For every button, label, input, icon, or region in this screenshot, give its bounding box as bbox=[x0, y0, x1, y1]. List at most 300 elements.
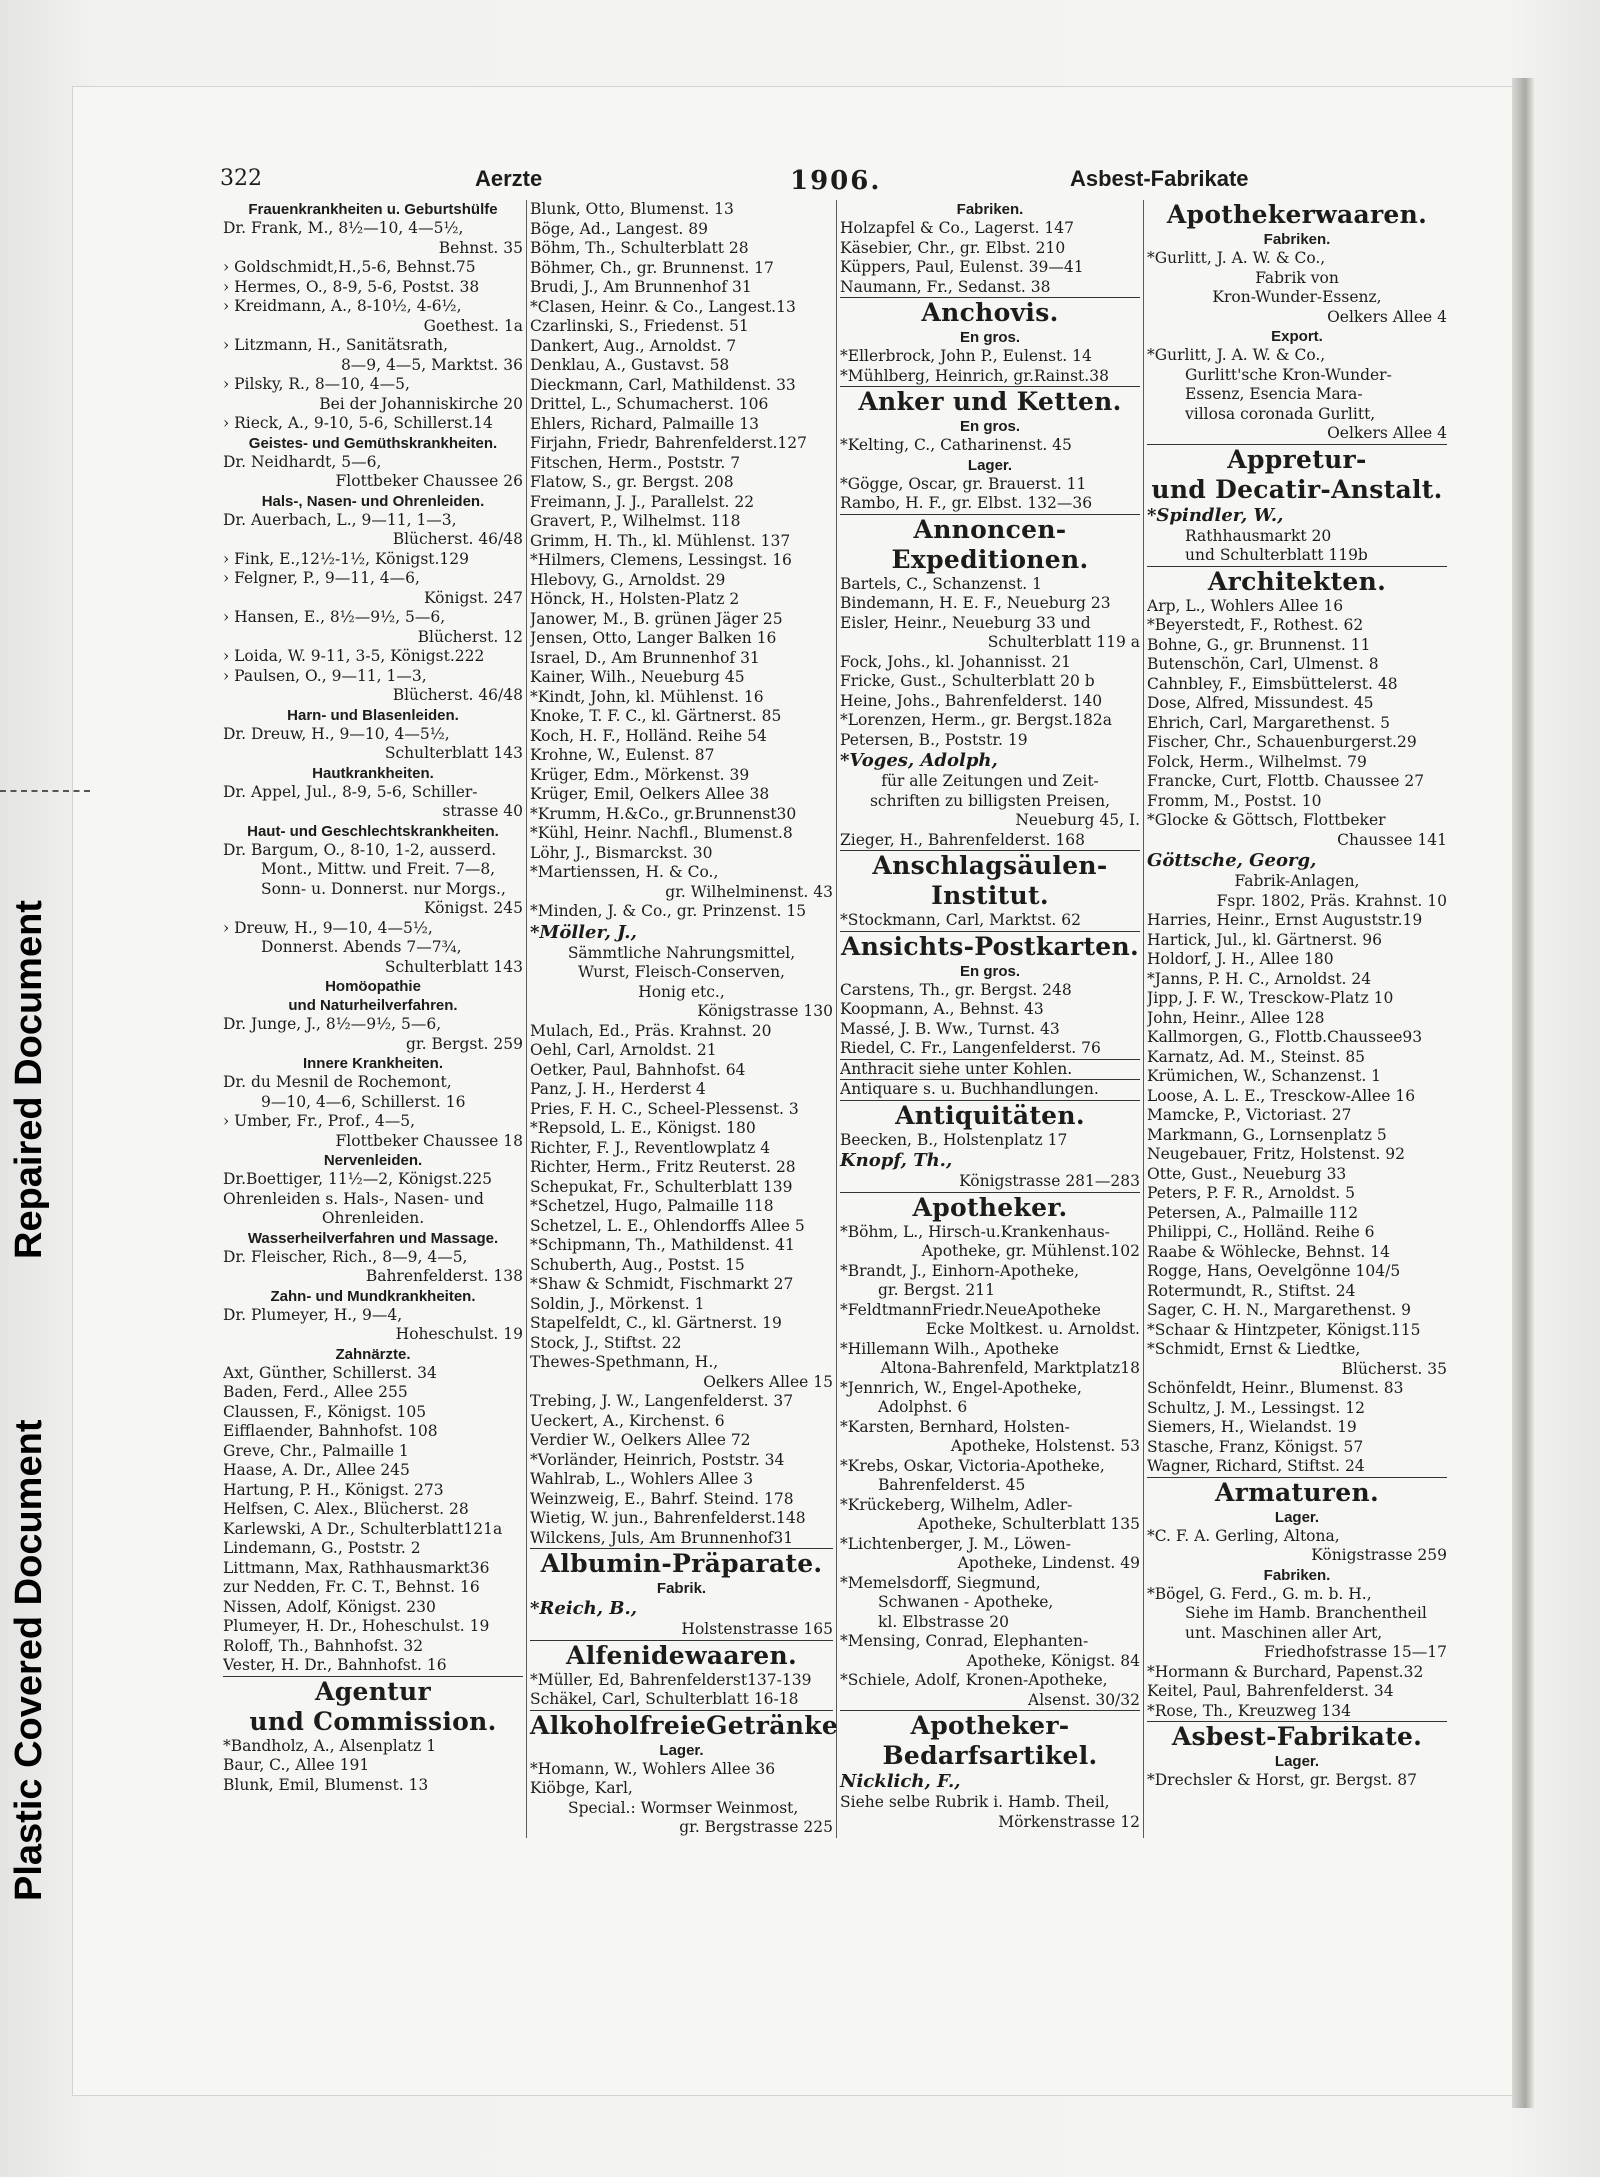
directory-line: Königstrasse 281—283 bbox=[840, 1172, 1140, 1193]
directory-line: Sämmtliche Nahrungsmittel, bbox=[567, 943, 796, 962]
directory-line: Karnatz, Ad. M., Steinst. 85 bbox=[1147, 1047, 1366, 1066]
section-heading: Agentur bbox=[315, 1676, 431, 1706]
directory-line: *Brandt, J., Einhorn-Apotheke, bbox=[840, 1261, 1080, 1280]
directory-line: Petersen, A., Palmaille 112 bbox=[1147, 1203, 1359, 1222]
directory-line: *Hillemann Wilh., Apotheke bbox=[840, 1339, 1059, 1358]
directory-line: *Minden, J. & Co., gr. Prinzenst. 15 bbox=[530, 902, 807, 920]
directory-line: Böge, Ad., Langest. 89 bbox=[530, 219, 708, 238]
directory-line: Keitel, Paul, Bahrenfelderst. 34 bbox=[1147, 1682, 1394, 1700]
directory-line: Knoke, T. F. C., kl. Gärtnerst. 85 bbox=[530, 707, 782, 725]
directory-line: Fitschen, Herm., Poststr. 7 bbox=[530, 453, 741, 472]
directory-line: Siehe im Hamb. Branchentheil bbox=[1185, 1604, 1427, 1622]
subsection-heading: Frauenkrankheiten u. Geburtshülfe bbox=[248, 201, 498, 218]
directory-line: *Karsten, Bernhard, Holsten- bbox=[840, 1417, 1070, 1436]
directory-line: Donnerst. Abends 7—7¾, bbox=[261, 938, 462, 956]
directory-line: gr. Bergst. 211 bbox=[878, 1281, 995, 1299]
directory-line: Gurlitt'sche Kron-Wunder- bbox=[1185, 365, 1392, 384]
directory-line: Czarlinski, S., Friedenst. 51 bbox=[530, 317, 749, 335]
directory-line: Küppers, Paul, Eulenst. 39—41 bbox=[840, 258, 1084, 276]
directory-line: Schuberth, Aug., Postst. 15 bbox=[530, 1255, 745, 1274]
subsection-heading: En gros. bbox=[959, 418, 1020, 435]
subsection-heading: Lager. bbox=[659, 1741, 704, 1759]
directory-line: Littmann, Max, Rathhausmarkt36 bbox=[223, 1558, 490, 1577]
featured-entry: Göttsche, Georg, bbox=[1147, 850, 1317, 871]
directory-line: Philippi, C., Holländ. Reihe 6 bbox=[1147, 1223, 1375, 1241]
directory-line: Königstrasse 130 bbox=[697, 1002, 833, 1020]
column-2 bbox=[527, 200, 837, 1838]
directory-line: *Repsold, L. E., Königst. 180 bbox=[530, 1119, 756, 1137]
directory-line: Jipp, J. F. W., Tresckow-Platz 10 bbox=[1147, 989, 1394, 1007]
directory-line: Goethest. 1a bbox=[423, 316, 523, 335]
directory-line: Königst. 245 bbox=[424, 899, 523, 917]
directory-line: Jensen, Otto, Langer Balken 16 bbox=[530, 629, 777, 647]
directory-line: Helfsen, C. Alex., Blücherst. 28 bbox=[223, 1500, 469, 1518]
directory-line: Pries, F. H. C., Scheel-Plessenst. 3 bbox=[530, 1099, 799, 1118]
directory-line: Holstenstrasse 165 bbox=[530, 1620, 833, 1641]
directory-line: *Bandholz, A., Alsenplatz 1 bbox=[223, 1736, 437, 1755]
directory-line: Richter, F. J., Reventlowplatz 4 bbox=[530, 1138, 771, 1157]
directory-line: Neueburg 45, I. bbox=[1015, 811, 1140, 829]
subsection-heading: Hautkrankheiten. bbox=[312, 764, 434, 782]
directory-line: Denklau, A., Gustavst. 58 bbox=[530, 356, 730, 374]
directory-line: Holzapfel & Co., Lagerst. 147 bbox=[840, 219, 1075, 237]
directory-line: Hlebovy, G., Arnoldst. 29 bbox=[530, 570, 726, 589]
directory-line: Apotheke, Schulterblatt 135 bbox=[917, 1515, 1140, 1533]
directory-line: Kron-Wunder-Essenz, bbox=[1212, 288, 1382, 306]
directory-line: Schwanen - Apotheke, bbox=[878, 1593, 1054, 1611]
directory-line: › Hermes, O., 8-9, 5-6, Postst. 38 bbox=[223, 277, 480, 296]
directory-line: Dr. Appel, Jul., 8-9, 5-6, Schiller- bbox=[223, 782, 478, 801]
directory-line: Böhm, Th., Schulterblatt 28 bbox=[530, 239, 749, 257]
directory-line: Essenz, Esencia Mara- bbox=[1185, 385, 1363, 403]
directory-line: Weinzweig, E., Bahrf. Steind. 178 bbox=[530, 1489, 794, 1508]
subsection-heading: Harn- und Blasenleiden. bbox=[287, 706, 459, 724]
directory-line: Fricke, Gust., Schulterblatt 20 b bbox=[840, 672, 1095, 690]
directory-line: *Lichtenberger, J. M., Löwen- bbox=[840, 1534, 1072, 1553]
subsection-heading: und Naturheilverfahren. bbox=[288, 997, 458, 1014]
directory-line: Dankert, Aug., Arnoldst. 7 bbox=[530, 336, 737, 355]
directory-line: *Krückeberg, Wilhelm, Adler- bbox=[840, 1495, 1073, 1514]
directory-line: Eisler, Heinr., Neueburg 33 und bbox=[840, 613, 1091, 632]
section-heading: Apotheker. bbox=[912, 1192, 1068, 1222]
directory-line: unt. Maschinen aller Art, bbox=[1185, 1623, 1383, 1642]
directory-line: Bahrenfelderst. 138 bbox=[365, 1267, 523, 1285]
section-heading: und Decatir-Anstalt. bbox=[1151, 474, 1443, 504]
directory-line: Oehl, Carl, Arnoldst. 21 bbox=[530, 1041, 717, 1059]
directory-line: Haase, A. Dr., Allee 245 bbox=[223, 1461, 410, 1479]
directory-line: Ehlers, Richard, Palmaille 13 bbox=[530, 414, 759, 433]
directory-line: Special.: Wormser Weinmost, bbox=[568, 1798, 799, 1817]
directory-line: Wilckens, Juls, Am Brunnenhof31 bbox=[530, 1529, 833, 1550]
directory-line: *Homann, W., Wohlers Allee 36 bbox=[530, 1759, 776, 1778]
subsection-heading: Hals-, Nasen- und Ohrenleiden. bbox=[261, 492, 485, 510]
subsection-heading: Fabrik. bbox=[656, 1580, 707, 1597]
directory-line: Flottbeker Chaussee 18 bbox=[335, 1131, 523, 1150]
directory-line: Blunk, Emil, Blumenst. 13 bbox=[223, 1775, 429, 1794]
directory-line: *Martienssen, H. & Co., bbox=[530, 863, 719, 881]
directory-line: *Kelting, C., Catharinenst. 45 bbox=[840, 436, 1072, 454]
directory-line: Sonn- u. Donnerst. nur Morgs., bbox=[261, 879, 506, 898]
directory-line: Blücherst. 46/48 bbox=[392, 686, 523, 704]
directory-line: Dieckmann, Carl, Mathildenst. 33 bbox=[530, 375, 796, 394]
directory-line: Fischer, Chr., Schauenburgerst.29 bbox=[1147, 733, 1417, 751]
section-heading: und Commission. bbox=[249, 1706, 497, 1736]
section-heading: Asbest-Fabrikate. bbox=[1171, 1722, 1423, 1751]
section-heading: Apotheker- bbox=[910, 1711, 1070, 1740]
directory-line: villosa coronada Gurlitt, bbox=[1185, 404, 1376, 423]
directory-line: Ohrenleiden s. Hals-, Nasen- und bbox=[223, 1189, 484, 1208]
directory-line: Sager, C. H. N., Margarethenst. 9 bbox=[1147, 1301, 1411, 1319]
directory-line: Freimann, J. J., Parallelst. 22 bbox=[530, 492, 755, 511]
section-heading: Ansichts-Postkarten. bbox=[841, 931, 1139, 961]
directory-line: Kallmorgen, G., Flottb.Chaussee93 bbox=[1147, 1028, 1423, 1046]
directory-line: Axt, Günther, Schillerst. 34 bbox=[223, 1363, 437, 1382]
directory-line: *Gögge, Oscar, gr. Brauerst. 11 bbox=[840, 474, 1087, 493]
column-4 bbox=[1144, 200, 1450, 1838]
subsection-heading: Innere Krankheiten. bbox=[302, 1055, 444, 1072]
directory-line: Richter, Herm., Fritz Reuterst. 28 bbox=[530, 1158, 796, 1176]
directory-line: Lindemann, G., Poststr. 2 bbox=[223, 1539, 421, 1557]
directory-line: Apotheke, gr. Mühlenst.102 bbox=[921, 1242, 1140, 1260]
directory-line: Oetker, Paul, Bahnhofst. 64 bbox=[530, 1060, 746, 1079]
directory-line: Markmann, G., Lornsenplatz 5 bbox=[1147, 1125, 1387, 1144]
directory-line: › Litzmann, H., Sanitätsrath, bbox=[223, 336, 449, 354]
directory-line: Verdier W., Oelkers Allee 72 bbox=[530, 1431, 751, 1449]
directory-line: Naumann, Fr., Sedanst. 38 bbox=[840, 278, 1140, 299]
directory-line: Stapelfeldt, C., kl. Gärtnerst. 19 bbox=[530, 1314, 782, 1332]
directory-line: Riedel, C. Fr., Langenfelderst. 76 bbox=[840, 1039, 1140, 1060]
directory-line: Ehrich, Carl, Margarethenst. 5 bbox=[1147, 713, 1391, 732]
directory-line: Rotermundt, R., Stiftst. 24 bbox=[1147, 1281, 1356, 1300]
directory-line: Fabrik-Anlagen, bbox=[1234, 872, 1360, 890]
directory-line: *Mensing, Conrad, Elephanten- bbox=[840, 1632, 1089, 1650]
directory-line: Wagner, Richard, Stiftst. 24 bbox=[1147, 1457, 1447, 1478]
directory-line: *Stockmann, Carl, Marktst. 62 bbox=[840, 911, 1140, 932]
section-heading: Appretur- bbox=[1227, 444, 1367, 474]
directory-line: *C. F. A. Gerling, Altona, bbox=[1147, 1526, 1340, 1545]
directory-line: Gravert, P., Wilhelmst. 118 bbox=[530, 512, 741, 530]
directory-line: Dr. Frank, M., 8½—10, 4—5½, bbox=[223, 219, 464, 237]
directory-line: Baur, C., Allee 191 bbox=[223, 1756, 370, 1774]
directory-line: Heine, Johs., Bahrenfelderst. 140 bbox=[840, 691, 1103, 710]
directory-line: Neugebauer, Fritz, Holstenst. 92 bbox=[1147, 1145, 1405, 1163]
subsection-heading: Lager. bbox=[1274, 1753, 1320, 1770]
subsection-heading: Geistes- und Gemüthskrankheiten. bbox=[248, 434, 498, 452]
directory-line: Schulterblatt 143 bbox=[384, 744, 523, 762]
featured-entry: Knopf, Th., bbox=[840, 1150, 953, 1171]
directory-line: und Schulterblatt 119b bbox=[1147, 546, 1447, 567]
directory-line: Plumeyer, H. Dr., Hoheschulst. 19 bbox=[223, 1617, 490, 1635]
side-labels bbox=[0, 760, 70, 1940]
directory-line: Dr. du Mesnil de Rochemont, bbox=[223, 1073, 452, 1091]
directory-line: Dr. Junge, J., 8½—9½, 5—6, bbox=[223, 1015, 442, 1033]
directory-line: Schepukat, Fr., Schulterblatt 139 bbox=[530, 1177, 793, 1196]
section-heading: Expeditionen. bbox=[891, 544, 1089, 574]
directory-line: Apotheke, Königst. 84 bbox=[966, 1651, 1140, 1670]
directory-line: Siemers, H., Wielandst. 19 bbox=[1147, 1418, 1357, 1436]
directory-line: *Schipmann, Th., Mathildenst. 41 bbox=[530, 1236, 795, 1254]
subsection-heading: Haut- und Geschlechtskrankheiten. bbox=[247, 822, 499, 840]
subsection-heading: Zahn- und Mundkrankheiten. bbox=[270, 1287, 476, 1305]
directory-line: Chaussee 141 bbox=[1337, 830, 1447, 849]
subsection-heading: Wasserheilverfahren und Massage. bbox=[247, 1229, 499, 1247]
directory-line: Dr. Dreuw, H., 9—10, 4—5½, bbox=[223, 724, 450, 743]
directory-line: *Rose, Th., Kreuzweg 134 bbox=[1147, 1702, 1447, 1723]
directory-line: Hoheschulst. 19 bbox=[395, 1325, 523, 1343]
featured-entry: Nicklich, F., bbox=[840, 1771, 961, 1792]
directory-line: Antiquare s. u. Buchhandlungen. bbox=[840, 1080, 1140, 1101]
section-heading: Architekten. bbox=[1207, 566, 1387, 596]
directory-line: *Lorenzen, Herm., gr. Bergst.182a bbox=[840, 711, 1113, 729]
directory-line: Käsebier, Chr., gr. Elbst. 210 bbox=[840, 238, 1066, 257]
directory-line: *Memelsdorff, Siegmund, bbox=[840, 1573, 1041, 1592]
directory-line: Drittel, L., Schumacherst. 106 bbox=[530, 395, 769, 413]
directory-line: *Beyerstedt, F., Rothest. 62 bbox=[1147, 616, 1364, 634]
directory-line: Koopmann, A., Behnst. 43 bbox=[840, 1000, 1044, 1018]
column-3 bbox=[837, 200, 1144, 1838]
directory-line: Nissen, Adolf, Königst. 230 bbox=[223, 1597, 436, 1616]
directory-line: Löhr, J., Bismarckst. 30 bbox=[530, 843, 713, 862]
directory-line: *Krebs, Oskar, Victoria-Apotheke, bbox=[840, 1456, 1105, 1475]
directory-line: Massé, J. B. Ww., Turnst. 43 bbox=[840, 1019, 1060, 1038]
subsection-heading: Homöopathie bbox=[325, 978, 421, 995]
directory-line: Dose, Alfred, Missundest. 45 bbox=[1147, 694, 1374, 712]
directory-line: Karlewski, A Dr., Schulterblatt121a bbox=[223, 1519, 503, 1538]
directory-line: Krohne, W., Eulenst. 87 bbox=[530, 746, 715, 764]
directory-line: *Krumm, H.&Co., gr.Brunnenst30 bbox=[530, 804, 797, 823]
featured-entry: *Möller, J., bbox=[530, 921, 637, 943]
directory-line: Fromm, M., Postst. 10 bbox=[1147, 791, 1322, 810]
directory-line: › Hansen, E., 8½—9½, 5—6, bbox=[223, 608, 446, 626]
directory-line: Holdorf, J. H., Allee 180 bbox=[1147, 950, 1334, 968]
directory-line: Altona-Bahrenfeld, Marktplatz18 bbox=[880, 1359, 1140, 1377]
directory-line: Blücherst. 12 bbox=[417, 627, 523, 646]
directory-line: Bohne, G., gr. Brunnenst. 11 bbox=[1147, 635, 1371, 654]
column-1 bbox=[220, 200, 527, 1838]
directory-line: Böhmer, Ch., gr. Brunnenst. 17 bbox=[530, 258, 774, 277]
directory-line: *Kühl, Heinr. Nachfl., Blumenst.8 bbox=[530, 824, 793, 842]
section-heading: Alfenidewaaren. bbox=[566, 1640, 797, 1670]
directory-line: *Vorländer, Heinrich, Poststr. 34 bbox=[530, 1450, 785, 1469]
directory-line: *Hilmers, Clemens, Lessingst. 16 bbox=[530, 551, 792, 569]
directory-line: Schäkel, Carl, Schulterblatt 16-18 bbox=[530, 1690, 833, 1711]
directory-line: Schulterblatt 119 a bbox=[987, 633, 1140, 651]
subsection-heading: Lager. bbox=[1274, 1508, 1320, 1526]
subsection-heading: En gros. bbox=[959, 329, 1020, 346]
directory-line: Mont., Mittw. und Freit. 7—8, bbox=[261, 860, 496, 878]
directory-line: *Clasen, Heinr. & Co., Langest.13 bbox=[530, 297, 796, 316]
directory-line: Dr. Bargum, O., 8-10, 1-2, ausserd. bbox=[223, 840, 497, 859]
directory-line: *Schiele, Adolf, Kronen-Apotheke, bbox=[840, 1671, 1108, 1689]
directory-line: Apotheke, Holstenst. 53 bbox=[950, 1437, 1140, 1455]
directory-line: Brudi, J., Am Brunnenhof 31 bbox=[530, 278, 752, 296]
header-left-keyword: Aerzte bbox=[475, 166, 543, 191]
directory-line: John, Heinr., Allee 128 bbox=[1147, 1008, 1325, 1027]
directory-line: Petersen, B., Poststr. 19 bbox=[840, 730, 1028, 749]
directory-line: Israel, D., Am Brunnenhof 31 bbox=[530, 648, 760, 667]
section-heading: Anchovis. bbox=[921, 298, 1059, 327]
directory-line: Fspr. 1802, Präs. Krahnst. 10 bbox=[1216, 891, 1447, 910]
repaired-document-label: Repaired Document bbox=[8, 900, 50, 1260]
directory-line: Trebing, J. W., Langenfelderst. 37 bbox=[530, 1392, 794, 1410]
section-heading: Antiquitäten. bbox=[895, 1100, 1085, 1130]
subsection-heading: Nervenleiden. bbox=[323, 1152, 423, 1169]
directory-line: Carstens, Th., gr. Bergst. 248 bbox=[840, 980, 1072, 999]
directory-line: Krüger, Edm., Mörkenst. 39 bbox=[530, 765, 750, 784]
directory-line: Dr.Boettiger, 11½—2, Königst.225 bbox=[223, 1170, 493, 1188]
header-right-keyword: Asbest-Fabrikate bbox=[1070, 166, 1249, 191]
directory-line: › Fink, E.,12½-1½, Königst.129 bbox=[223, 549, 470, 568]
directory-line: Baden, Ferd., Allee 255 bbox=[223, 1383, 408, 1401]
directory-line: Firjahn, Friedr, Bahrenfelderst.127 bbox=[530, 434, 808, 452]
featured-entry: *Voges, Adolph, bbox=[840, 750, 998, 771]
page-edge bbox=[1512, 78, 1534, 2108]
directory-line: Königst. 247 bbox=[424, 588, 523, 607]
directory-line: Flottbeker Chaussee 26 bbox=[335, 472, 523, 490]
directory-line: Flatow, S., gr. Bergst. 208 bbox=[530, 473, 734, 491]
directory-line: *FeldtmannFriedr.NeueApotheke bbox=[840, 1300, 1101, 1319]
directory-line: strasse 40 bbox=[442, 802, 523, 820]
directory-line: Schönfeldt, Heinr., Blumenst. 83 bbox=[1147, 1379, 1404, 1397]
directory-line: Krüger, Emil, Oelkers Allee 38 bbox=[530, 785, 770, 803]
directory-line: Ueckert, A., Kirchenst. 6 bbox=[530, 1411, 725, 1430]
directory-line: Stock, J., Stiftst. 22 bbox=[530, 1333, 682, 1352]
directory-line: *Ellerbrock, John P., Eulenst. 14 bbox=[840, 347, 1092, 365]
featured-entry: *Spindler, W., bbox=[1147, 504, 1284, 526]
directory-line: Rathhausmarkt 20 bbox=[1185, 526, 1332, 545]
directory-line: Cahnbley, F., Eimsbüttelerst. 48 bbox=[1147, 674, 1398, 693]
directory-line: Schulterblatt 143 bbox=[384, 957, 523, 976]
directory-line: *Hormann & Burchard, Papenst.32 bbox=[1147, 1662, 1424, 1681]
directory-line: Eifflaender, Bahnhofst. 108 bbox=[223, 1422, 438, 1440]
directory-line: Dr. Auerbach, L., 9—11, 1—3, bbox=[223, 510, 457, 529]
directory-line: Ecke Moltkest. u. Arnoldst. bbox=[925, 1320, 1140, 1338]
directory-line: Peters, P. F. R., Arnoldst. 5 bbox=[1147, 1184, 1356, 1202]
directory-line: Blunk, Otto, Blumenst. 13 bbox=[530, 200, 734, 218]
directory-line: Rogge, Hans, Oevelgönne 104/5 bbox=[1147, 1262, 1401, 1280]
directory-line: › Dreuw, H., 9—10, 4—5½, bbox=[223, 918, 433, 937]
directory-line: Zieger, H., Bahrenfelderst. 168 bbox=[840, 831, 1140, 852]
directory-line: › Kreidmann, A., 8-10½, 4-6½, bbox=[223, 297, 462, 315]
directory-line: › Felgner, P., 9—11, 4—6, bbox=[223, 569, 420, 587]
section-heading: Anker und Ketten. bbox=[858, 387, 1122, 416]
directory-line: Koch, H. F., Holländ. Reihe 54 bbox=[530, 726, 767, 745]
directory-line: Folck, Herm., Wilhelmst. 79 bbox=[1147, 752, 1367, 771]
subsection-heading: Fabriken. bbox=[1263, 1566, 1331, 1584]
directory-line: Wurst, Fleisch-Conserven, bbox=[578, 963, 785, 981]
directory-line: › Loida, W. 9-11, 3-5, Königst.222 bbox=[223, 647, 485, 665]
plastic-covered-document-label: Plastic Covered Document bbox=[8, 1419, 50, 1901]
directory-line: Anthracit siehe unter Kohlen. bbox=[840, 1060, 1140, 1081]
directory-line: Königstrasse 259 bbox=[1311, 1546, 1447, 1564]
directory-line: 9—10, 4—6, Schillerst. 16 bbox=[261, 1092, 466, 1111]
directory-line: Adolphst. 6 bbox=[878, 1398, 968, 1416]
directory-line: kl. Elbstrasse 20 bbox=[878, 1612, 1009, 1631]
section-heading: Anschlagsäulen- bbox=[872, 851, 1108, 880]
directory-line: Dr. Fleischer, Rich., 8—9, 4—5, bbox=[223, 1247, 468, 1266]
directory-line: Vester, H. Dr., Bahnhofst. 16 bbox=[223, 1656, 523, 1677]
directory-line: *Janns, P. H. C., Arnoldst. 24 bbox=[1147, 969, 1372, 988]
directory-line: › Goldschmidt,H.,5-6, Behnst.75 bbox=[223, 258, 476, 276]
directory-line: *Gurlitt, J. A. W. & Co., bbox=[1147, 249, 1326, 267]
directory-line: *Müller, Ed, Bahrenfelderst137-139 bbox=[530, 1670, 812, 1689]
directory-line: Ohrenleiden. bbox=[321, 1209, 425, 1227]
directory-line: Hönck, H., Holsten-Platz 2 bbox=[530, 590, 740, 608]
directory-line: Kiöbge, Karl, bbox=[530, 1779, 633, 1797]
featured-entry: *Reich, B., bbox=[530, 1598, 637, 1619]
subsection-heading: Lager. bbox=[967, 456, 1013, 474]
directory-line: Wahlrab, L., Wohlers Allee 3 bbox=[530, 1470, 754, 1488]
directory-line: Soldin, J., Mörkenst. 1 bbox=[530, 1294, 705, 1313]
directory-line: Behnst. 35 bbox=[438, 238, 523, 257]
running-header bbox=[220, 166, 1460, 196]
subsection-heading: Zahnärzte. bbox=[335, 1345, 411, 1363]
directory-line: Dr. Plumeyer, H., 9—4, bbox=[223, 1305, 403, 1324]
section-heading: AlkoholfreieGetränke bbox=[530, 1710, 839, 1740]
directory-line: Raabe & Wöhlecke, Behnst. 14 bbox=[1147, 1242, 1390, 1261]
directory-line: Oelkers Allee 4 bbox=[1147, 424, 1447, 445]
directory-line: *Schaar & Hintzpeter, Königst.115 bbox=[1147, 1320, 1421, 1339]
directory-line: Honig etc., bbox=[638, 982, 725, 1001]
page-number: 322 bbox=[220, 166, 262, 191]
directory-line: Bindemann, H. E. F., Neueburg 23 bbox=[840, 594, 1111, 612]
directory-line: schriften zu billigsten Preisen, bbox=[869, 791, 1111, 810]
section-heading: Armaturen. bbox=[1215, 1477, 1379, 1507]
directory-line: Roloff, Th., Bahnhofst. 32 bbox=[223, 1636, 424, 1655]
directory-line: Krümichen, W., Schanzenst. 1 bbox=[1147, 1067, 1382, 1085]
directory-line: Schultz, J. M., Lessingst. 12 bbox=[1147, 1398, 1365, 1417]
subsection-heading: Fabriken. bbox=[1263, 231, 1331, 248]
section-heading: Bedarfsartikel. bbox=[882, 1741, 1098, 1770]
section-heading: Annoncen- bbox=[913, 514, 1067, 544]
directory-line: Wietig, W. jun., Bahrenfelderst.148 bbox=[530, 1509, 806, 1527]
directory-line: 8—9, 4—5, Marktst. 36 bbox=[340, 355, 523, 374]
header-year: 1906. bbox=[790, 166, 882, 196]
directory-line: *Shaw & Schmidt, Fischmarkt 27 bbox=[530, 1275, 794, 1293]
directory-line: gr. Bergst. 259 bbox=[406, 1034, 523, 1053]
directory-line: gr. Bergstrasse 225 bbox=[679, 1818, 833, 1836]
directory-columns bbox=[220, 200, 1450, 1838]
directory-line: Claussen, F., Königst. 105 bbox=[223, 1402, 427, 1421]
directory-line: *Glocke & Göttsch, Flottbeker bbox=[1147, 811, 1386, 829]
directory-line: *Jennrich, W., Engel-Apotheke, bbox=[840, 1378, 1082, 1397]
directory-line: *Kindt, John, kl. Mühlenst. 16 bbox=[530, 687, 764, 706]
subsection-heading: Export. bbox=[1271, 328, 1323, 345]
directory-line: › Rieck, A., 9-10, 5-6, Schillerst.14 bbox=[223, 414, 493, 432]
directory-line: *Schmidt, Ernst & Liedtke, bbox=[1147, 1340, 1361, 1358]
directory-line: Bei der Johanniskirche 20 bbox=[319, 394, 523, 413]
directory-line: Siehe selbe Rubrik i. Hamb. Theil, bbox=[840, 1793, 1110, 1811]
subsection-heading: Fabriken. bbox=[956, 201, 1024, 218]
directory-line: gr. Wilhelminenst. 43 bbox=[665, 882, 833, 901]
directory-line: Kainer, Wilh., Neueburg 45 bbox=[530, 668, 745, 686]
directory-line: › Pilsky, R., 8—10, 4—5, bbox=[223, 375, 410, 393]
directory-line: Panz, J. H., Herderst 4 bbox=[530, 1080, 706, 1098]
directory-line: Bahrenfelderst. 45 bbox=[878, 1476, 1026, 1494]
directory-line: Rambo, H. F., gr. Elbst. 132—36 bbox=[840, 494, 1140, 515]
directory-line: *Mühlberg, Heinrich, gr.Rainst.38 bbox=[840, 367, 1140, 388]
directory-line: Mulach, Ed., Präs. Krahnst. 20 bbox=[530, 1021, 772, 1040]
directory-line: › Umber, Fr., Prof., 4—5, bbox=[223, 1112, 416, 1130]
directory-line: Hartick, Jul., kl. Gärtnerst. 96 bbox=[1147, 930, 1383, 949]
directory-line: *Drechsler & Horst, gr. Bergst. 87 bbox=[1147, 1771, 1418, 1789]
section-heading: Institut. bbox=[931, 881, 1049, 910]
directory-line: Loose, A. L. E., Tresckow-Allee 16 bbox=[1147, 1086, 1416, 1105]
directory-line: *Böhm, L., Hirsch-u.Krankenhaus- bbox=[840, 1222, 1110, 1241]
directory-line: Hartung, P. H., Königst. 273 bbox=[223, 1480, 444, 1499]
directory-line: zur Nedden, Fr. C. T., Behnst. 16 bbox=[223, 1578, 480, 1596]
directory-line: Oelkers Allee 15 bbox=[703, 1372, 833, 1391]
